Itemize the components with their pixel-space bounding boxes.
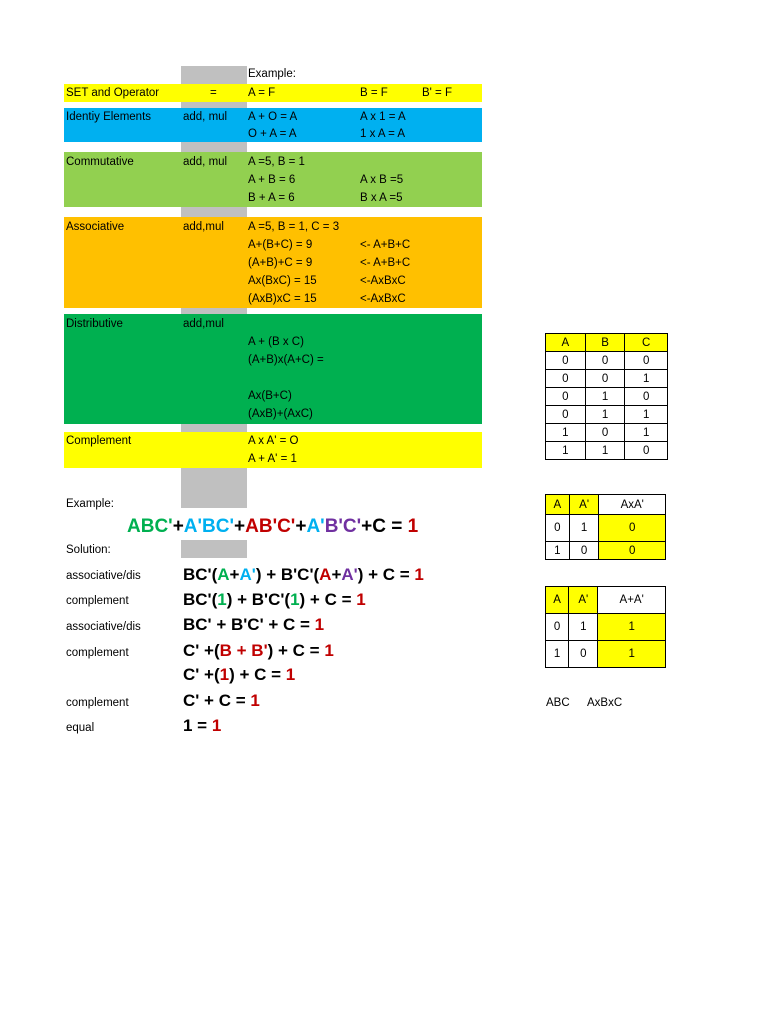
step-label: complement (66, 697, 129, 709)
step-rhs: 1 (314, 615, 325, 634)
step-expression (183, 640, 334, 662)
table-cell: 0 (546, 406, 586, 424)
step-part: BC' + B'C' + C = (183, 615, 315, 634)
step-part: B + B' (219, 641, 268, 660)
table-cell: 1 (546, 542, 570, 560)
table-cell: 1 (598, 641, 666, 668)
complement-label: Complement (66, 435, 132, 447)
commutative-ops: add, mul (183, 156, 228, 168)
table-header: A (546, 334, 586, 352)
step-expression (183, 715, 221, 737)
commutative-line: A + B = 6 (248, 174, 296, 186)
expr-plus: + (172, 516, 184, 537)
step-part: A (319, 565, 332, 584)
associative-line: A+(B+C) = 9 (248, 239, 313, 251)
step-part: C' +( (183, 665, 220, 684)
step-part: A (217, 565, 230, 584)
step-label: complement (66, 595, 129, 607)
table-cell: 0 (546, 614, 569, 641)
expr-term: AB'C' (245, 516, 296, 537)
step-part: + (229, 565, 240, 584)
distributive-ops: add,mul (183, 318, 224, 330)
identity-right: 1 x A = A (360, 128, 406, 140)
step-rhs: 1 (356, 590, 366, 609)
gray-column (181, 468, 247, 508)
step-part: 1 (217, 590, 227, 609)
truth-table-a-or-not-a (545, 586, 666, 668)
gray-column (181, 424, 247, 432)
table-row (546, 442, 668, 460)
table-cell: 1 (569, 515, 599, 542)
table-row (546, 352, 668, 370)
step-part: BC'( (183, 590, 218, 609)
gray-column (181, 540, 247, 558)
expr-term: A' (183, 516, 203, 537)
table-cell: 1 (585, 406, 625, 424)
step-part: ) + B'C'( (226, 590, 291, 609)
footer-abc: ABC (546, 697, 570, 709)
example-section-label: Example: (66, 498, 114, 510)
table-row (546, 406, 668, 424)
table-cell: 1 (598, 614, 666, 641)
step-expression (183, 614, 324, 636)
table-header: B (585, 334, 625, 352)
associative-line: A =5, B = 1, C = 3 (248, 221, 340, 233)
identity-ops: add, mul (183, 111, 228, 123)
gray-column (181, 142, 247, 152)
table-row (546, 614, 666, 641)
expr-plus: + (234, 516, 246, 537)
distributive-line: (A+B)x(A+C) = (248, 354, 324, 366)
table-row (546, 424, 668, 442)
step-rhs: 1 (250, 691, 260, 710)
table-cell: 0 (546, 388, 586, 406)
step-part: A' (239, 565, 256, 584)
step-expression (183, 690, 260, 712)
commutative-right: A x B =5 (360, 174, 404, 186)
commutative-line: B + A = 6 (248, 192, 295, 204)
table-cell: 1 (625, 370, 668, 388)
step-rhs: 1 (324, 641, 334, 660)
expr-term: ABC' (127, 516, 173, 537)
table-header: A' (569, 495, 599, 515)
table-header: C (625, 334, 668, 352)
table-header: A (546, 587, 569, 614)
table-cell: 1 (585, 442, 625, 460)
table-cell: 0 (569, 542, 599, 560)
expr-term: BC' (202, 516, 235, 537)
distributive-line: (AxB)+(AxC) (248, 408, 313, 420)
identity-line: A + O = A (248, 111, 298, 123)
expr-term: B'C' (324, 516, 362, 537)
table-cell: 0 (625, 352, 668, 370)
table-cell: 0 (569, 641, 598, 668)
complement-line: A + A' = 1 (248, 453, 297, 465)
step-part: 1 = (183, 716, 212, 735)
commutative-line: A =5, B = 1 (248, 156, 305, 168)
truth-table-a-and-not-a (545, 494, 666, 560)
table-header: A+A' (598, 587, 666, 614)
table-row (546, 370, 668, 388)
step-part: ) + C = (267, 641, 325, 660)
step-part: ) + C = (229, 665, 286, 684)
example-label: Example: (248, 68, 296, 80)
table-cell: 0 (546, 370, 586, 388)
step-part: ) + C = (299, 590, 357, 609)
distributive-line: A + (B x C) (248, 336, 304, 348)
identity-label: Identiy Elements (66, 111, 152, 123)
table-cell: 1 (625, 424, 668, 442)
distributive-line: Ax(B+C) (248, 390, 292, 402)
step-rhs: 1 (285, 665, 296, 684)
commutative-right: B x A =5 (360, 192, 403, 204)
identity-right: A x 1 = A (360, 111, 406, 123)
step-part: ) + C = (357, 565, 415, 584)
table-cell: 0 (546, 352, 586, 370)
table-cell: 1 (625, 406, 668, 424)
expr-rhs: 1 (407, 516, 419, 537)
step-part: 1 (290, 590, 300, 609)
table-cell: 1 (546, 641, 569, 668)
table-cell: 0 (625, 388, 668, 406)
table-header: AxA' (599, 495, 666, 515)
commutative-label: Commutative (66, 156, 134, 168)
step-label: complement (66, 647, 129, 659)
expr-tail: +C = (361, 516, 408, 537)
table-cell: 0 (585, 352, 625, 370)
table-row (546, 641, 666, 668)
table-cell: 0 (585, 370, 625, 388)
equals-sign: = (210, 87, 217, 99)
gray-column (181, 207, 247, 217)
associative-right: <- A+B+C (360, 239, 411, 251)
step-part: BC'( (183, 565, 218, 584)
set-a: A = F (248, 87, 276, 99)
associative-line: (AxB)xC = 15 (248, 293, 317, 305)
step-part: A' (341, 565, 358, 584)
table-row (546, 542, 666, 560)
table-cell: 0 (625, 442, 668, 460)
associative-right: <- A+B+C (360, 257, 411, 269)
table-cell: 0 (599, 515, 666, 542)
set-operator-label: SET and Operator (66, 87, 160, 99)
associative-right: <-AxBxC (360, 275, 406, 287)
table-header: A (546, 495, 570, 515)
table-cell: 1 (569, 614, 598, 641)
identity-line: O + A = A (248, 128, 297, 140)
step-label: associative/dis (66, 621, 141, 633)
associative-ops: add,mul (183, 221, 224, 233)
footer-axbxc: AxBxC (587, 697, 623, 709)
set-b-prime: B' = F (422, 87, 452, 99)
set-b: B = F (360, 87, 388, 99)
table-header: A' (569, 587, 598, 614)
step-rhs: 1 (414, 565, 424, 584)
step-part: ) + B'C'( (255, 565, 320, 584)
table-cell: 1 (585, 388, 625, 406)
associative-right: <-AxBxC (360, 293, 406, 305)
associative-label: Associative (66, 221, 125, 233)
expr-plus: + (295, 516, 307, 537)
step-part: C' +( (183, 641, 220, 660)
step-expression (183, 664, 295, 686)
gray-column (181, 66, 247, 84)
table-cell: 0 (599, 542, 666, 560)
step-label: equal (66, 722, 95, 734)
step-part: 1 (219, 665, 230, 684)
solution-label: Solution: (66, 544, 111, 556)
table-cell: 0 (585, 424, 625, 442)
step-label: associative/dis (66, 570, 141, 582)
table-cell: 0 (546, 515, 570, 542)
table-cell: 1 (546, 442, 586, 460)
expr-term: A' (306, 516, 325, 537)
associative-line: (A+B)+C = 9 (248, 257, 313, 269)
step-rhs: 1 (211, 716, 222, 735)
step-part: + (331, 565, 342, 584)
complement-line: A x A' = O (248, 435, 299, 447)
table-row (546, 388, 668, 406)
distributive-label: Distributive (66, 318, 123, 330)
step-expression (183, 564, 424, 586)
table-row (546, 515, 666, 542)
step-expression (183, 589, 366, 611)
truth-table-abc (545, 333, 668, 460)
associative-line: Ax(BxC) = 15 (248, 275, 317, 287)
step-part: C' + C = (183, 691, 251, 710)
table-cell: 1 (546, 424, 586, 442)
example-expression (127, 515, 418, 539)
